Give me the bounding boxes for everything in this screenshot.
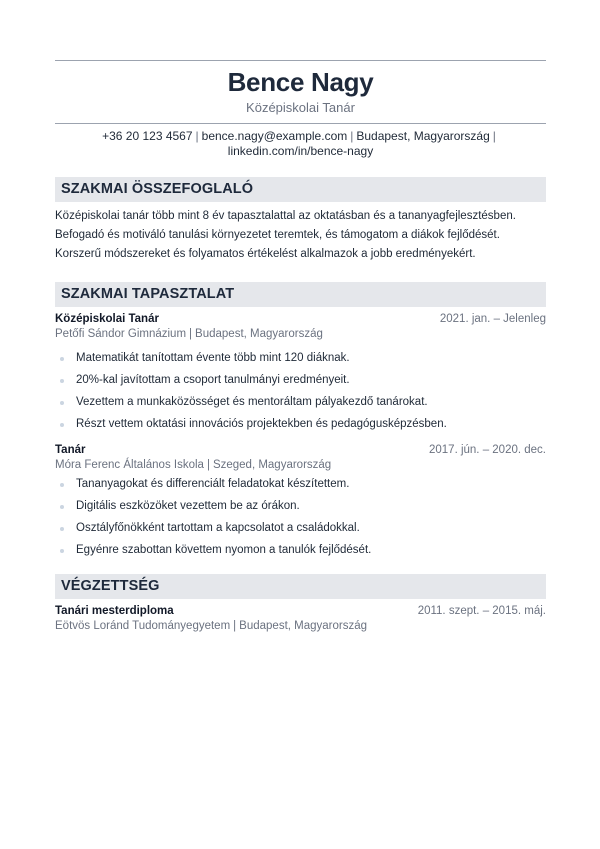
- list-item: [55, 395, 546, 410]
- resume-page: [55, 0, 546, 634]
- section-heading-summary: SZAKMAI ÖSSZEFOGLALÓ: [55, 177, 546, 202]
- employer-separator: |: [189, 328, 193, 340]
- summary-line: Befogadó és motiváló tanulási környezetet teremtek, és támogatom a diákok fejlődését.: [55, 229, 500, 241]
- section-heading-education: VÉGZETTSÉG: [55, 574, 546, 599]
- bullet-text: Matematikát tanítottam évente több mint 120 diáknak.: [76, 352, 350, 364]
- job-entry: [55, 443, 546, 558]
- job-employer-line: [55, 458, 546, 473]
- bullet-text: Tananyagokat és differenciált feladatokat készítettem.: [76, 478, 350, 490]
- top-divider: [55, 60, 546, 61]
- job-location: Budapest, Magyarország: [195, 328, 323, 340]
- list-item: [55, 543, 546, 558]
- section-heading-experience: SZAKMAI TAPASZTALAT: [55, 282, 546, 307]
- list-item: [55, 417, 546, 432]
- job-dates: 2017. jún. – 2020. dec.: [428, 444, 546, 456]
- education-dates: 2011. szept. – 2015. máj.: [417, 605, 546, 617]
- degree-title: Tanári mesterdiploma: [55, 605, 174, 617]
- phone-number: +36 20 123 4567: [102, 129, 193, 143]
- list-item: [55, 521, 546, 536]
- bullet-dot-icon: [60, 379, 64, 383]
- school-line: [55, 619, 546, 634]
- header-divider: [55, 123, 546, 124]
- contact-separator: |: [492, 129, 496, 143]
- contact-line-1: [55, 129, 546, 144]
- school-separator: |: [233, 620, 237, 632]
- job-employer-line: [55, 327, 546, 342]
- bullet-dot-icon: [60, 549, 64, 553]
- bullet-text: Osztályfőnökként tartottam a kapcsolatot a családokkal.: [76, 522, 360, 534]
- education-header: [55, 604, 546, 619]
- contact-line-2: [55, 144, 546, 159]
- location: Budapest, Magyarország: [356, 129, 490, 143]
- email-address[interactable]: bence.nagy@example.com: [201, 129, 348, 143]
- bullet-dot-icon: [60, 357, 64, 361]
- bullet-dot-icon: [60, 527, 64, 531]
- school-location: Budapest, Magyarország: [239, 620, 368, 632]
- job-location: Szeged, Magyarország: [212, 459, 332, 471]
- education-entry: [55, 604, 546, 634]
- job-header: [55, 312, 546, 327]
- candidate-role: Középiskolai Tanár: [246, 100, 355, 115]
- school-name: Eötvös Loránd Tudományegyetem: [55, 620, 231, 632]
- bullet-dot-icon: [60, 505, 64, 509]
- job-bullets: [55, 477, 546, 558]
- bullet-text: Részt vettem oktatási innovációs projektekben és pedagógusképzésben.: [76, 418, 447, 430]
- contact-separator: |: [350, 129, 354, 143]
- job-entry: [55, 312, 546, 432]
- bullet-text: 20%-kal javítottam a csoport tanulmányi eredményeit.: [76, 374, 350, 386]
- contact-separator: |: [195, 129, 199, 143]
- list-item: [55, 373, 546, 388]
- bullet-text: Egyénre szabottan követtem nyomon a tanulók fejlődését.: [76, 544, 372, 556]
- list-item: [55, 477, 546, 492]
- job-employer: Móra Ferenc Általános Iskola: [55, 459, 204, 471]
- linkedin-url[interactable]: linkedin.com/in/bence-nagy: [227, 144, 374, 158]
- bullet-text: Vezettem a munkaközösséget és mentoráltam pályakezdő tanárokat.: [76, 396, 428, 408]
- summary-line: Középiskolai tanár több mint 8 év tapasztalattal az oktatásban és a tananyagfejlesztésben.: [55, 210, 516, 222]
- job-header: [55, 443, 546, 458]
- summary-text: [55, 207, 546, 264]
- bullet-dot-icon: [60, 423, 64, 427]
- employer-separator: |: [206, 459, 210, 471]
- list-item: [55, 499, 546, 514]
- job-bullets: [55, 351, 546, 432]
- job-title: Középiskolai Tanár: [55, 313, 159, 325]
- bullet-dot-icon: [60, 401, 64, 405]
- candidate-name: Bence Nagy: [227, 67, 374, 97]
- bullet-text: Digitális eszközöket vezettem be az órákon.: [76, 500, 300, 512]
- job-dates: 2021. jan. – Jelenleg: [439, 313, 546, 325]
- job-title: Tanár: [55, 444, 86, 456]
- list-item: [55, 351, 546, 366]
- bullet-dot-icon: [60, 483, 64, 487]
- summary-line: Korszerű módszereket és folyamatos értékelést alkalmazok a jobb eredményekért.: [55, 248, 476, 260]
- job-employer: Petőfi Sándor Gimnázium: [55, 328, 187, 340]
- contact-block: [55, 129, 546, 159]
